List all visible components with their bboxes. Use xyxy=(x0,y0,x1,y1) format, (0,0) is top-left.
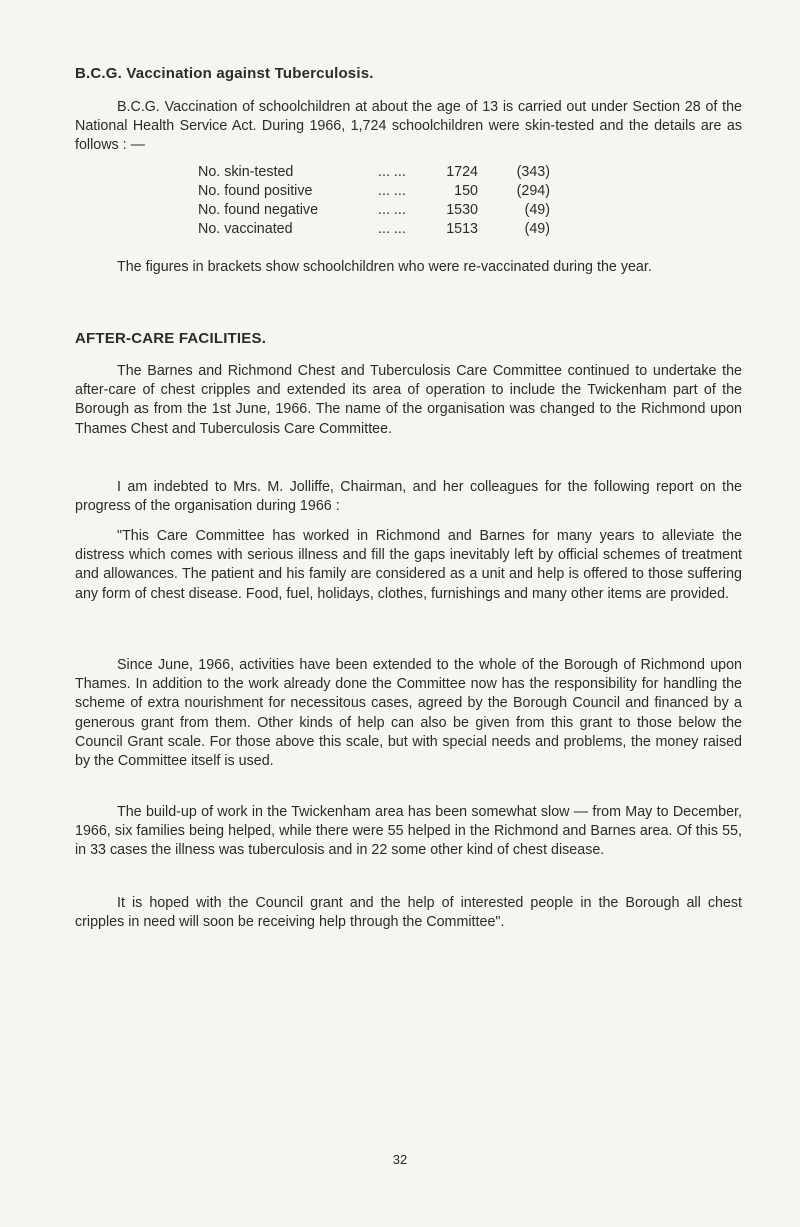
report-quote-paragraph-2: Since June, 1966, activities have been extended to the whole of the Borough of Richmond upon Thames. In addition to the work already done the Committee now has the responsibility for handling the scheme of extra nourishment for necessitous cases, agreed by the Borough Council and financed by a generous grant from them. Other kinds of help can also be given from this grant to those below the Council Grant scale. For those above this scale, but with special needs and problems, the money raised by the Committee itself is used. xyxy=(75,657,742,770)
leader-dots: ... ... xyxy=(378,183,406,199)
stats-row xyxy=(198,182,550,201)
aftercare-paragraph-2: I am indebted to Mrs. M. Jolliffe, Chairman, and her colleagues for the following report on the progress of the organisation during 1966 : xyxy=(75,479,742,515)
page-number: 32 xyxy=(392,1152,408,1167)
stats-label xyxy=(198,220,428,239)
stats-label xyxy=(198,163,428,182)
report-quote-paragraph-3: The build-up of work in the Twickenham area has been somewhat slow — from May to December, 1966, six families being helped, while there were 55 helped in the Richmond and Barnes area. Of this 55, in 33 cases the illness was tuberculosis and in 22 some other kind of chest disease. xyxy=(75,804,742,859)
stats-row xyxy=(198,201,550,220)
stats-value: 1724 xyxy=(446,164,478,180)
stats-label-text: No. skin-tested xyxy=(198,164,294,180)
stats-row xyxy=(198,220,550,239)
leader-dots: ... ... xyxy=(378,202,406,218)
stats-label-text: No. vaccinated xyxy=(198,221,293,237)
aftercare-paragraph-1: The Barnes and Richmond Chest and Tuberculosis Care Committee continued to undertake the after-care of chest cripples and extended its area of operation to include the Twickenham part of the Borough as from the 1st June, 1966. The name of the organisation was changed to the Richmond upon Thames Chest and Tuberculosis Care Committee. xyxy=(75,363,742,437)
stats-row xyxy=(198,163,550,182)
bcg-stats-table xyxy=(198,163,550,239)
stats-label-text: No. found negative xyxy=(198,202,319,218)
stats-revaccinated: (294) xyxy=(516,183,550,199)
stats-label xyxy=(198,201,428,220)
bcg-heading: B.C.G. Vaccination against Tuberculosis. xyxy=(75,65,374,82)
leader-dots: ... ... xyxy=(378,164,406,180)
stats-value: 1530 xyxy=(446,202,478,218)
stats-value: 1513 xyxy=(446,221,478,237)
stats-revaccinated: (49) xyxy=(524,202,550,218)
stats-revaccinated: (49) xyxy=(524,221,550,237)
stats-label xyxy=(198,182,428,201)
report-quote-paragraph-4: It is hoped with the Council grant and the help of interested people in the Borough all chest cripples in need will soon be receiving help through the Committee". xyxy=(75,895,742,931)
bcg-intro-paragraph: B.C.G. Vaccination of schoolchildren at about the age of 13 is carried out under Section 28 of the National Health Service Act. During 1966, 1,724 schoolchildren were skin-tested and the details are as follows : — xyxy=(75,99,742,154)
stats-revaccinated: (343) xyxy=(516,164,550,180)
stats-label-text: No. found positive xyxy=(198,183,313,199)
leader-dots: ... ... xyxy=(378,221,406,237)
report-quote-paragraph-1: "This Care Committee has worked in Richmond and Barnes for many years to alleviate the distress which comes with serious illness and fill the gaps inevitably left by official schemes of treatment and allowances. The patient and his family are considered as a unit and help is offered to those suffering any form of chest disease. Food, fuel, holidays, clothes, furnishings and many other items are provided. xyxy=(75,528,742,602)
bcg-note-paragraph: The figures in brackets show schoolchildren who were re-vaccinated during the year. xyxy=(117,259,652,275)
stats-value: 150 xyxy=(454,183,478,199)
aftercare-heading: AFTER-CARE FACILITIES. xyxy=(75,330,267,347)
